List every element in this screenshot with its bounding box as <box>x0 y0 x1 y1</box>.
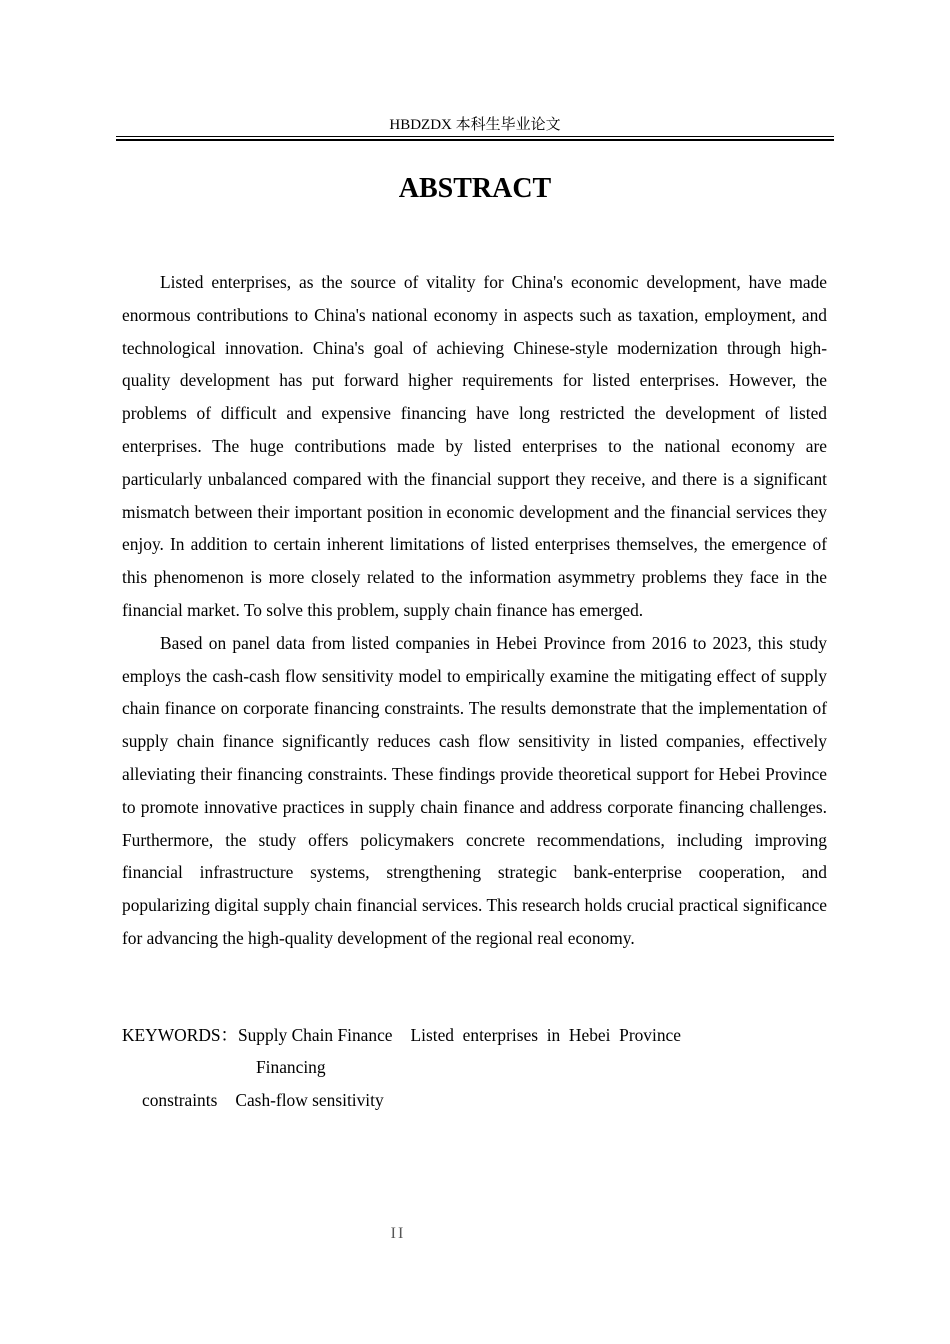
running-header: HBDZDX 本科生毕业论文 <box>389 117 561 133</box>
header-rule-thin <box>116 136 834 137</box>
keyword-constraints: constraints <box>142 1089 218 1110</box>
keyword-listed-enterprises: Listed enterprises in Hebei Province <box>410 1025 681 1045</box>
keywords-label: KEYWORDS： <box>122 1025 238 1045</box>
page-title: ABSTRACT <box>398 173 552 204</box>
keyword-supply-chain-finance: Supply Chain Finance <box>237 1025 393 1045</box>
keyword-financing: Financing <box>256 1057 326 1078</box>
keywords-block <box>122 1019 827 1116</box>
abstract-paragraph-1: Listed enterprises, as the source of vitality for China's economic development, have made enormous contributions to China's national economy in aspects such as taxation, employment, and technological innovation. China's goal of achieving Chinese-style modernization through high-quality development has put forward higher requirements for listed enterprises. However, the problems of difficult and expensive financing have long restricted the development of listed enterprises. The huge contributions made by listed enterprises to the national economy are particularly unbalanced compared with the financial support they receive, and there is a significant mismatch between their important position in economic development and the financial services they enjoy. In addition to certain inherent limitations of listed enterprises themselves, the emergence of this phenomenon is more closely related to the information asymmetry problems they face in the financial market. To solve this problem, supply chain finance has emerged. <box>122 272 827 620</box>
page-number: II <box>390 1225 406 1242</box>
keywords-line-3 <box>122 1084 827 1116</box>
keywords-line-1 <box>122 1019 827 1051</box>
keywords-line-2 <box>122 1051 827 1083</box>
header-rule-thick <box>116 139 834 141</box>
keyword-cash-flow-sensitivity: Cash-flow sensitivity <box>235 1089 384 1110</box>
abstract-paragraph-2: Based on panel data from listed companies in Hebei Province from 2016 to 2023, this study employs the cash-cash flow sensitivity model to empirically examine the mitigating effect of supply chain finance on corporate financing constraints. The results demonstrate that the implementation of supply chain finance significantly reduces cash flow sensitivity in listed companies, effectively alleviating their financing constraints. These findings provide theoretical support for Hebei Province to promote innovative practices in supply chain finance and address corporate financing challenges. Furthermore, the study offers policymakers concrete recommendations, including improving financial infrastructure systems, strengthening strategic bank-enterprise cooperation, and popularizing digital supply chain financial services. This research holds crucial practical significance for advancing the high-quality development of the regional real economy. <box>122 632 827 948</box>
abstract-body <box>122 266 827 955</box>
